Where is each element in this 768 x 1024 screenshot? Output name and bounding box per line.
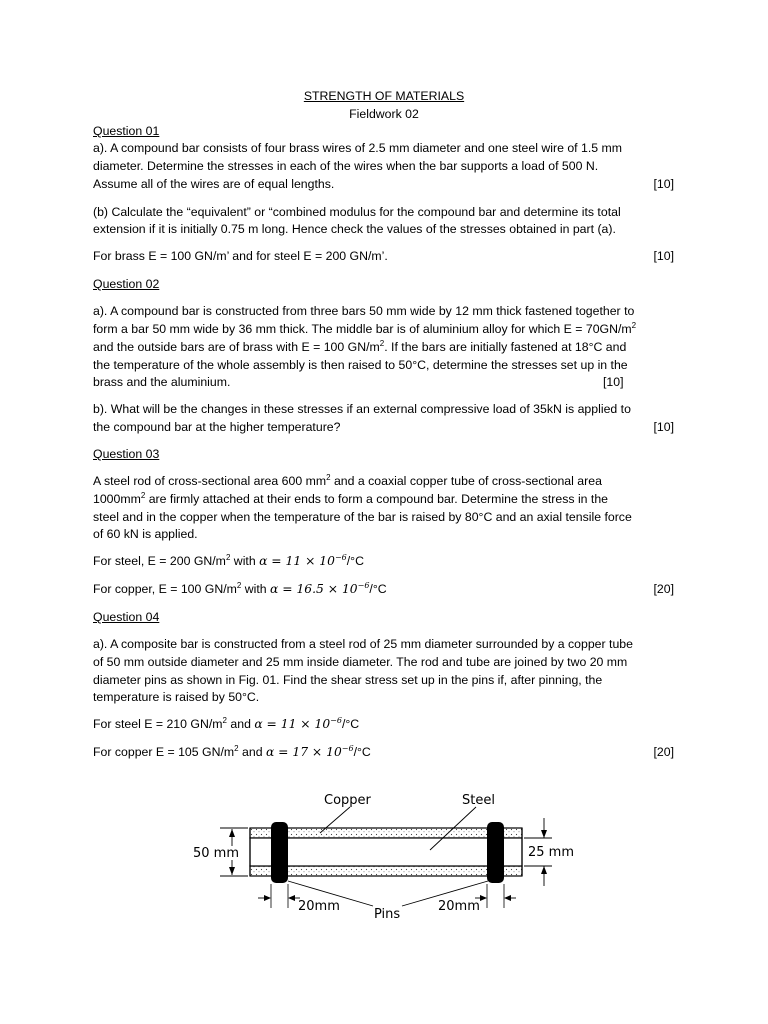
q4-line: diameter pins as shown in Fig. 01. Find the shear stress set up in the pins if, after pinning, the (93, 673, 603, 687)
label-copper: Copper (324, 793, 371, 808)
label-25mm: 25 mm (528, 845, 575, 860)
q3-line: of 60 kN is applied. (93, 527, 198, 541)
q4-line: temperature is raised by 50°C. (93, 690, 260, 704)
q4-copper-data: For copper E = 105 $GN/m^2$ and $\alpha = 17 \times 10^{-6}/^\circ C$ (93, 744, 371, 759)
q2-a-line: brass and the aluminium. (93, 375, 231, 389)
label-20mm-left: 20mm (298, 899, 340, 914)
question-01-heading: Question 01 (93, 124, 160, 138)
q4-marks: [20] (653, 745, 674, 759)
q1-data-line: For brass E = 100 GN/m’ and for steel E = 200 GN/m’. (93, 249, 388, 263)
copper-tube-bottom-wall (250, 866, 522, 876)
question-04-heading: Question 04 (93, 610, 160, 624)
q3-steel-data: For steel, E = 200 $GN/m^2$ with $\alpha = 11 \times 10^{-6}/^\circ C$ (93, 553, 364, 568)
pin-left (271, 822, 288, 883)
q2-a-line: the temperature of the whole assembly is then raised to 50°C, determine the stresses set up in the (93, 358, 628, 372)
label-pins: Pins (374, 907, 401, 922)
pin-right (487, 822, 504, 883)
q1-a-line: diameter. Determine the stresses in each of the wires when the bar supports a load of 500 N. (93, 159, 599, 173)
label-20mm-right: 20mm (438, 899, 480, 914)
q3-marks: [20] (653, 582, 674, 596)
label-50mm: 50 mm (193, 846, 240, 861)
q2-b-marks: [10] (653, 420, 674, 434)
q4-line: of 50 mm outside diameter and 25 mm inside diameter. The rod and tube are joined by two 20 mm (93, 655, 628, 669)
steel-rod (250, 838, 522, 866)
q2-b-line: b). What will be the changes in these stresses if an external compressive load of 35kN is applied to (93, 402, 631, 416)
q4-steel-data: For steel E = 210 $GN/m^2$ and $\alpha = 11 \times 10^{-6}/^\circ C$ (93, 716, 360, 731)
q2-a-line: and the outside bars are of brass with E = 100 $GN/m^2$. If the bars are initially fastened at 18°C and (93, 339, 627, 354)
q1-b-line: (b) Calculate the “equivalent” or “combined modulus for the compound bar and determine its total (93, 205, 621, 219)
q3-copper-data: For copper, E = 100 $GN/m^2$ with $\alpha = 16.5 \times 10^{-6}/^\circ C$ (93, 581, 387, 596)
question-02-heading: Question 02 (93, 277, 160, 291)
q2-a-line: a). A compound bar is constructed from three bars 50 mm wide by 12 mm thick fastened together to (93, 304, 635, 318)
copper-tube-top-wall (250, 828, 522, 838)
q1-b-marks: [10] (653, 249, 674, 263)
q3-line: steel and in the copper when the temperature of the bar is raised by 80°C and an axial tensile force (93, 510, 632, 524)
q1-a-line: a). A compound bar consists of four brass wires of 2.5 mm diameter and one steel wire of 1.5 mm (93, 141, 623, 155)
q1-a-line: Assume all of the wires are of equal lengths. (93, 177, 335, 191)
document-subtitle: Fieldwork 02 (349, 107, 419, 121)
q3-line: $1000mm^2$ are firmly attached at their ends to form a compound bar. Determine the stress in the (93, 491, 609, 506)
q1-b-line: extension if it is initially 0.75 m long. Hence check the values of the stresses obtained in part (a). (93, 222, 616, 236)
q2-a-marks: [10] (603, 375, 624, 389)
label-steel: Steel (462, 793, 495, 808)
q2-a-line: form a bar 50 mm wide by 36 mm thick. The middle bar is of aluminium alloy for which $E = 70GN/m^2$ (93, 321, 637, 336)
q4-line: a). A composite bar is constructed from a steel rod of 25 mm diameter surrounded by a copper tube (93, 637, 633, 651)
q2-b-line: the compound bar at the higher temperature? (93, 420, 341, 434)
fig-01-composite-bar-diagram (190, 788, 590, 928)
q1-a-marks: [10] (653, 177, 674, 191)
question-03-heading: Question 03 (93, 447, 160, 461)
document-title: STRENGTH OF MATERIALS (303, 89, 465, 103)
q3-line: A steel rod of cross-sectional area 600 $mm^2$ and a coaxial copper tube of cross-sectional area (93, 473, 602, 488)
